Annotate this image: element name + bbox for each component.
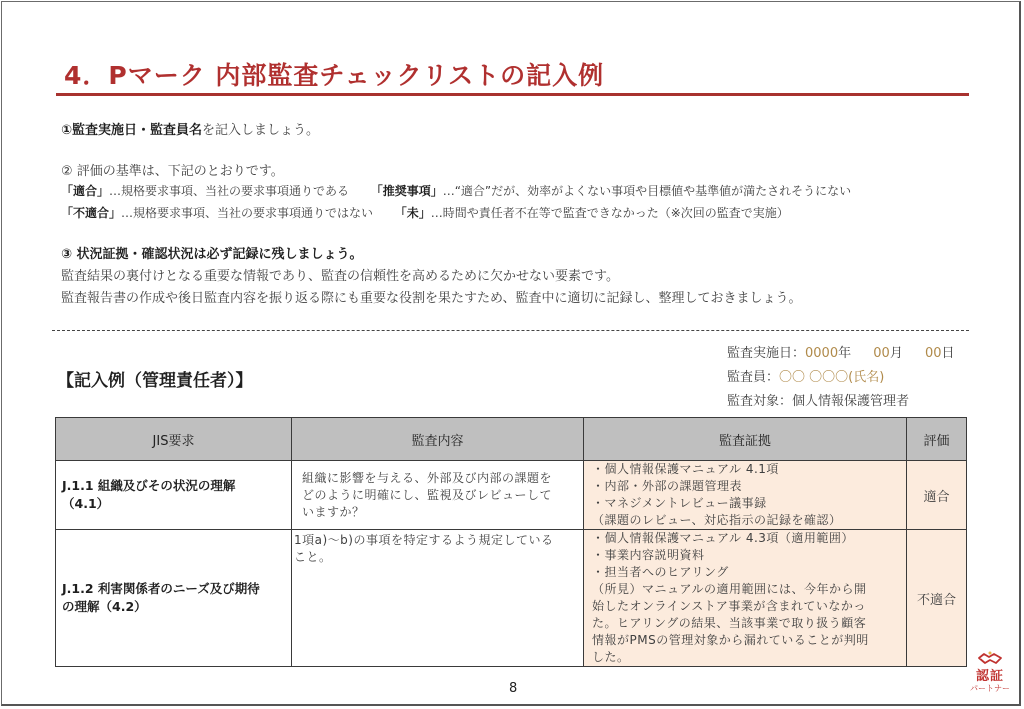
instruction-3-heading: ③ 状況証拠・確認状況は必ず記録に残しましょう。 <box>61 247 363 262</box>
page-title: 4．Pマーク 内部監査チェックリストの記入例 <box>64 61 605 90</box>
audit-year-unit: 年 <box>838 346 852 361</box>
logo-subtext: パートナー <box>970 684 1010 693</box>
page-number: 8 <box>509 681 518 696</box>
criteria-line-2 <box>61 204 789 221</box>
logo-text: 認証 <box>975 669 1004 684</box>
criteria-label-nonconform: 「不適合」 <box>61 206 122 220</box>
content-line: こと。 <box>294 550 332 564</box>
evidence-line: した。 <box>592 650 630 664</box>
header-audit-evidence: 監査証拠 <box>584 418 907 461</box>
audit-date-label: 監査実施日： <box>727 346 806 361</box>
criteria-label-conform: 「適合」 <box>61 184 110 198</box>
content-line: 組織に影響を与える、外部及び内部の課題を <box>302 470 553 485</box>
audit-day-unit: 日 <box>941 346 955 361</box>
content-line: どのように明確にし、監視及びレビューして <box>302 487 553 502</box>
header-audit-content: 監査内容 <box>292 418 584 461</box>
dashed-divider <box>52 330 969 331</box>
evidence-line: （所見）マニュアルの適用範囲には、今年から開 <box>592 582 867 596</box>
audit-day-value: 00 <box>924 346 942 361</box>
instruction-2-heading: ② 評価の基準は、下記のとおりです。 <box>61 164 284 179</box>
criteria-desc-conform: …規格要求事項、当社の要求事項通りである <box>109 184 350 198</box>
requirement-line: J.1.1 組織及びその状況の理解 <box>62 478 236 493</box>
criteria-desc-not-done: …時間や責任者不在等で監査できなかった（※次回の監査で実施） <box>430 206 789 220</box>
evidence-line: ・内部・外部の課題管理表 <box>592 479 743 493</box>
audit-year-value: 0000 <box>805 346 839 361</box>
requirement-cell <box>56 530 292 667</box>
example-heading: 【記入例（管理責任者）】 <box>57 371 253 391</box>
instruction-1 <box>61 119 319 138</box>
evidence-line: ・担当者へのヒアリング <box>592 565 729 579</box>
certification-partner-logo <box>968 650 1012 694</box>
evidence-cell <box>584 461 907 530</box>
handshake-icon <box>977 650 1003 666</box>
evidence-line: （課題のレビュー、対応指示の記録を確認） <box>592 513 842 527</box>
header-rating: 評価 <box>907 418 967 461</box>
criteria-desc-recommend: …“適合”だが、効率がよくない事項や目標値や基準値が満たされそうにない <box>442 184 852 198</box>
evidence-line: た。ヒアリングの結果、当該事業で取り扱う顧客 <box>592 616 867 630</box>
table-row <box>56 530 967 667</box>
requirement-line: （4.1） <box>62 496 110 511</box>
rating-cell: 適合 <box>907 461 967 530</box>
auditor-value: 〇〇 〇〇〇(氏名) <box>779 370 885 385</box>
instruction-3-line-2: 監査報告書の作成や後日監査内容を振り返る際にも重要な役割を果たすため、監査中に適切に記録し、整理しておきましょう。 <box>61 291 802 306</box>
audit-target-label: 監査対象： <box>727 394 793 409</box>
header-jis-requirement: JIS要求 <box>56 418 292 461</box>
criteria-label-not-done: 「未」 <box>394 206 431 220</box>
criteria-desc-nonconform: …規格要求事項、当社の要求事項通りではない <box>121 206 374 220</box>
title-underline <box>56 93 969 96</box>
auditor <box>727 366 884 385</box>
content-line: いますか？ <box>302 504 365 519</box>
audit-target <box>727 390 909 409</box>
requirement-cell <box>56 461 292 530</box>
audit-checklist-table <box>55 417 967 667</box>
audit-month-value: 00 <box>873 346 890 361</box>
instruction-1-rest: を記入しましょう。 <box>202 123 320 138</box>
content-line: 1項a)～b)の事項を特定するよう規定している <box>294 533 554 547</box>
requirement-line: の理解（4.2） <box>62 599 147 614</box>
evidence-cell <box>584 530 907 667</box>
requirement-line: J.1.2 利害関係者のニーズ及び期待 <box>62 581 260 596</box>
rating-cell: 不適合 <box>907 530 967 667</box>
instruction-3-line-1: 監査結果の裏付けとなる重要な情報であり、監査の信頼性を高めるために欠かせない要素です。 <box>61 269 619 284</box>
audit-target-value: 個人情報保護管理者 <box>792 394 910 409</box>
criteria-label-recommend: 「推奨事項」 <box>370 184 443 198</box>
evidence-line: ・個人情報保護マニュアル 4.1項 <box>592 462 779 476</box>
evidence-line: ・マネジメントレビュー議事録 <box>592 496 767 510</box>
audit-date <box>727 342 955 361</box>
table-row <box>56 461 967 530</box>
content-cell <box>292 461 584 530</box>
criteria-line-1 <box>61 182 851 199</box>
evidence-line: ・事業内容説明資料 <box>592 548 705 562</box>
evidence-line: 情報がPMSの管理対象から漏れていることが判明 <box>592 633 869 647</box>
content-cell <box>292 530 584 667</box>
audit-month-unit: 月 <box>889 346 903 361</box>
evidence-line: ・個人情報保護マニュアル 4.3項（適用範囲） <box>592 531 854 545</box>
instruction-1-bold: ①監査実施日・監査員名 <box>61 123 203 138</box>
table-header-row <box>56 418 967 461</box>
auditor-label: 監査員： <box>727 370 780 385</box>
evidence-line: 始したオンラインストア事業が含まれていなかっ <box>592 599 866 613</box>
